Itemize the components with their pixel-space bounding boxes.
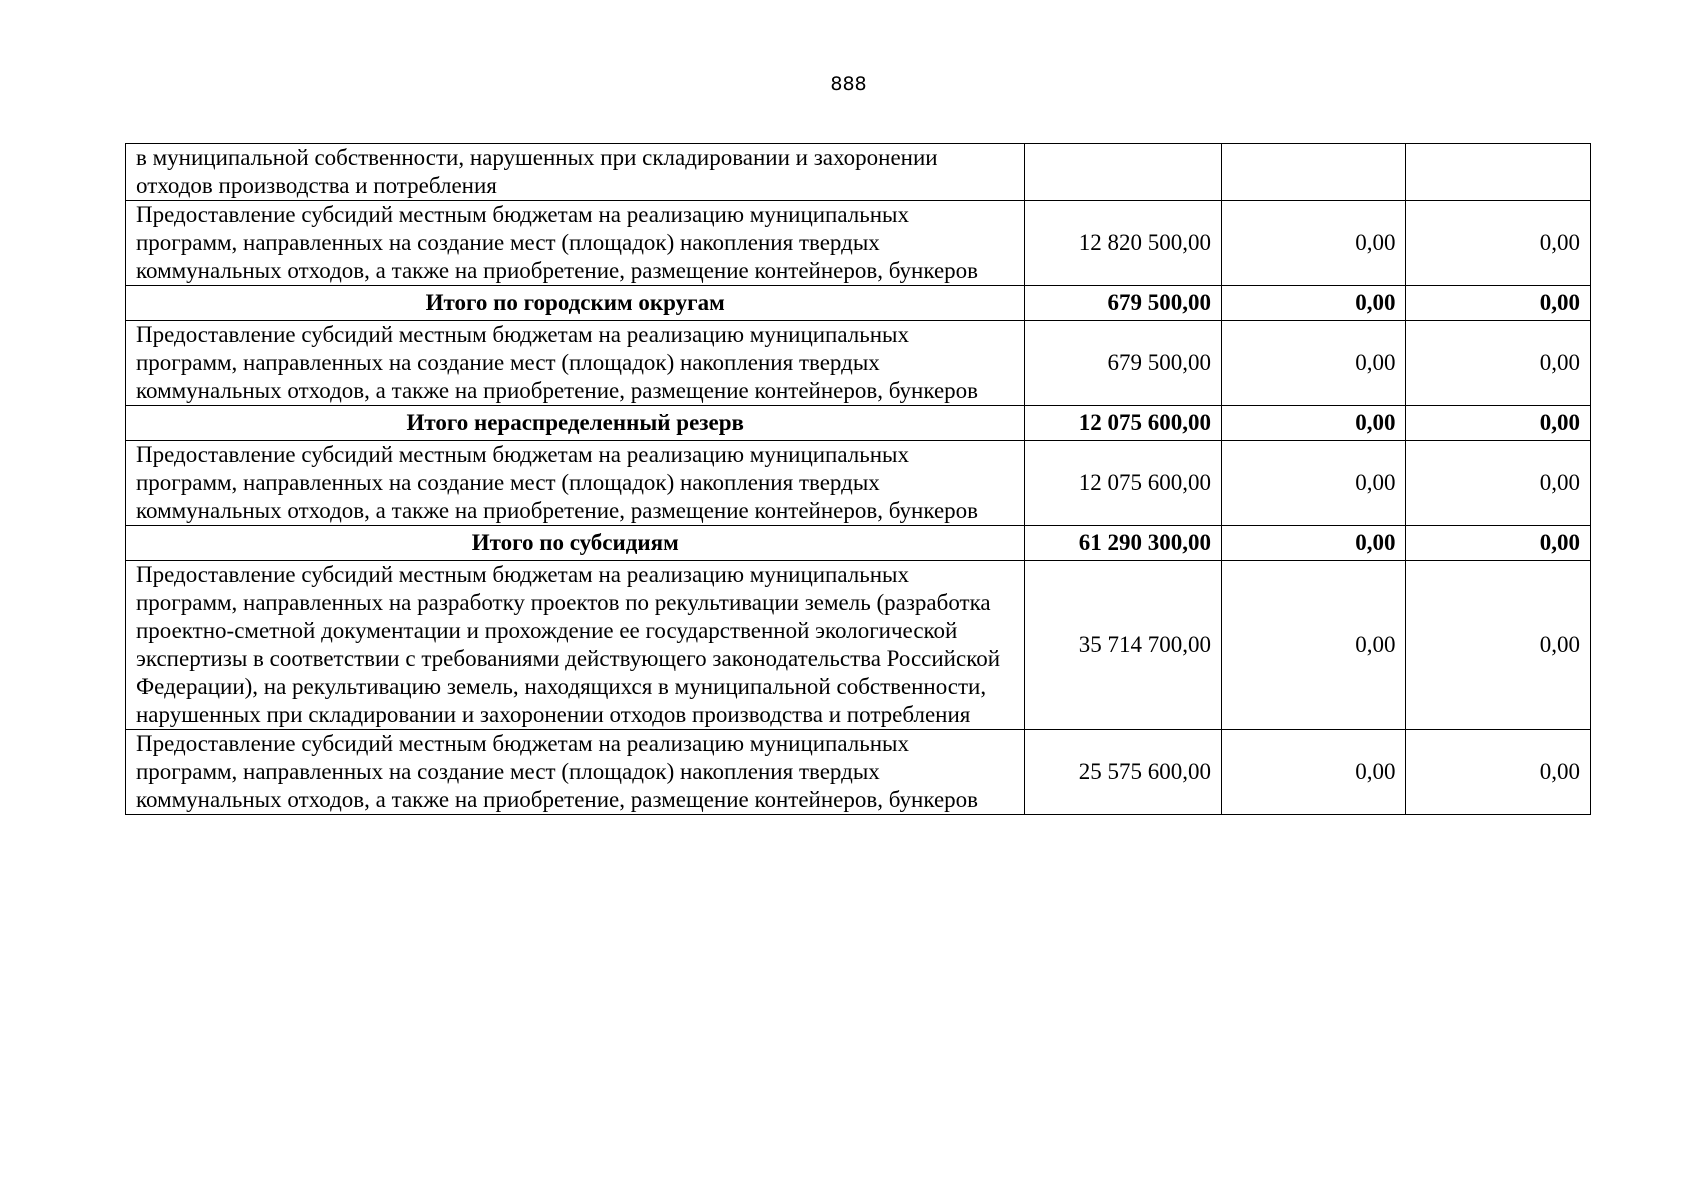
total-label: Итого по городским округам	[126, 286, 1025, 321]
row-description: Предоставление субсидий местным бюджетам на реализацию муниципальных программ, направленных на создание мест (площадок) накопления твердых коммунальных отходов, а также на приобретение, размещение контейнеров, бункеров	[126, 321, 1025, 406]
table-row	[126, 441, 1591, 526]
row-value-1: 25 575 600,00	[1025, 730, 1222, 815]
page-number: 888	[830, 73, 867, 95]
row-value-1: 12 075 600,00	[1025, 441, 1222, 526]
total-label: Итого по субсидиям	[126, 526, 1025, 561]
row-value-1: 12 820 500,00	[1025, 201, 1222, 286]
total-row	[126, 406, 1591, 441]
row-value-3: 0,00	[1406, 730, 1591, 815]
row-value-3: 0,00	[1406, 321, 1591, 406]
total-value-2: 0,00	[1221, 286, 1406, 321]
total-value-2: 0,00	[1221, 406, 1406, 441]
total-value-1: 12 075 600,00	[1025, 406, 1222, 441]
row-description: в муниципальной собственности, нарушенных при складировании и захоронении отходов производства и потребления	[126, 144, 1025, 201]
row-value-2	[1221, 144, 1406, 201]
row-value-1	[1025, 144, 1222, 201]
table-row	[126, 201, 1591, 286]
row-description: Предоставление субсидий местным бюджетам на реализацию муниципальных программ, направленных на создание мест (площадок) накопления твердых коммунальных отходов, а также на приобретение, размещение контейнеров, бункеров	[126, 201, 1025, 286]
table-row	[126, 730, 1591, 815]
total-value-3: 0,00	[1406, 286, 1591, 321]
budget-table	[125, 143, 1591, 815]
row-description: Предоставление субсидий местным бюджетам на реализацию муниципальных программ, направленных на разработку проектов по рекультивации земель (разработка проектно-сметной документации и прохождение ее государственной экологической экспертизы в соответствии с требованиями действующего законодательства Российской Федерации), на рекультивацию земель, находящихся в муниципальной собственности, нарушенных при складировании и захоронении отходов производства и потребления	[126, 561, 1025, 730]
row-value-2: 0,00	[1221, 561, 1406, 730]
row-value-3: 0,00	[1406, 201, 1591, 286]
table-row	[126, 321, 1591, 406]
row-value-3	[1406, 144, 1591, 201]
total-label: Итого нераспределенный резерв	[126, 406, 1025, 441]
total-value-3: 0,00	[1406, 406, 1591, 441]
row-description: Предоставление субсидий местным бюджетам на реализацию муниципальных программ, направленных на создание мест (площадок) накопления твердых коммунальных отходов, а также на приобретение, размещение контейнеров, бункеров	[126, 730, 1025, 815]
row-value-1: 679 500,00	[1025, 321, 1222, 406]
total-value-3: 0,00	[1406, 526, 1591, 561]
row-value-2: 0,00	[1221, 201, 1406, 286]
total-value-1: 679 500,00	[1025, 286, 1222, 321]
table-row	[126, 561, 1591, 730]
row-value-1: 35 714 700,00	[1025, 561, 1222, 730]
row-description: Предоставление субсидий местным бюджетам на реализацию муниципальных программ, направленных на создание мест (площадок) накопления твердых коммунальных отходов, а также на приобретение, размещение контейнеров, бункеров	[126, 441, 1025, 526]
total-value-2: 0,00	[1221, 526, 1406, 561]
total-row	[126, 286, 1591, 321]
row-value-2: 0,00	[1221, 730, 1406, 815]
total-row	[126, 526, 1591, 561]
row-value-3: 0,00	[1406, 441, 1591, 526]
table-row	[126, 144, 1591, 201]
row-value-2: 0,00	[1221, 321, 1406, 406]
row-value-2: 0,00	[1221, 441, 1406, 526]
total-value-1: 61 290 300,00	[1025, 526, 1222, 561]
row-value-3: 0,00	[1406, 561, 1591, 730]
